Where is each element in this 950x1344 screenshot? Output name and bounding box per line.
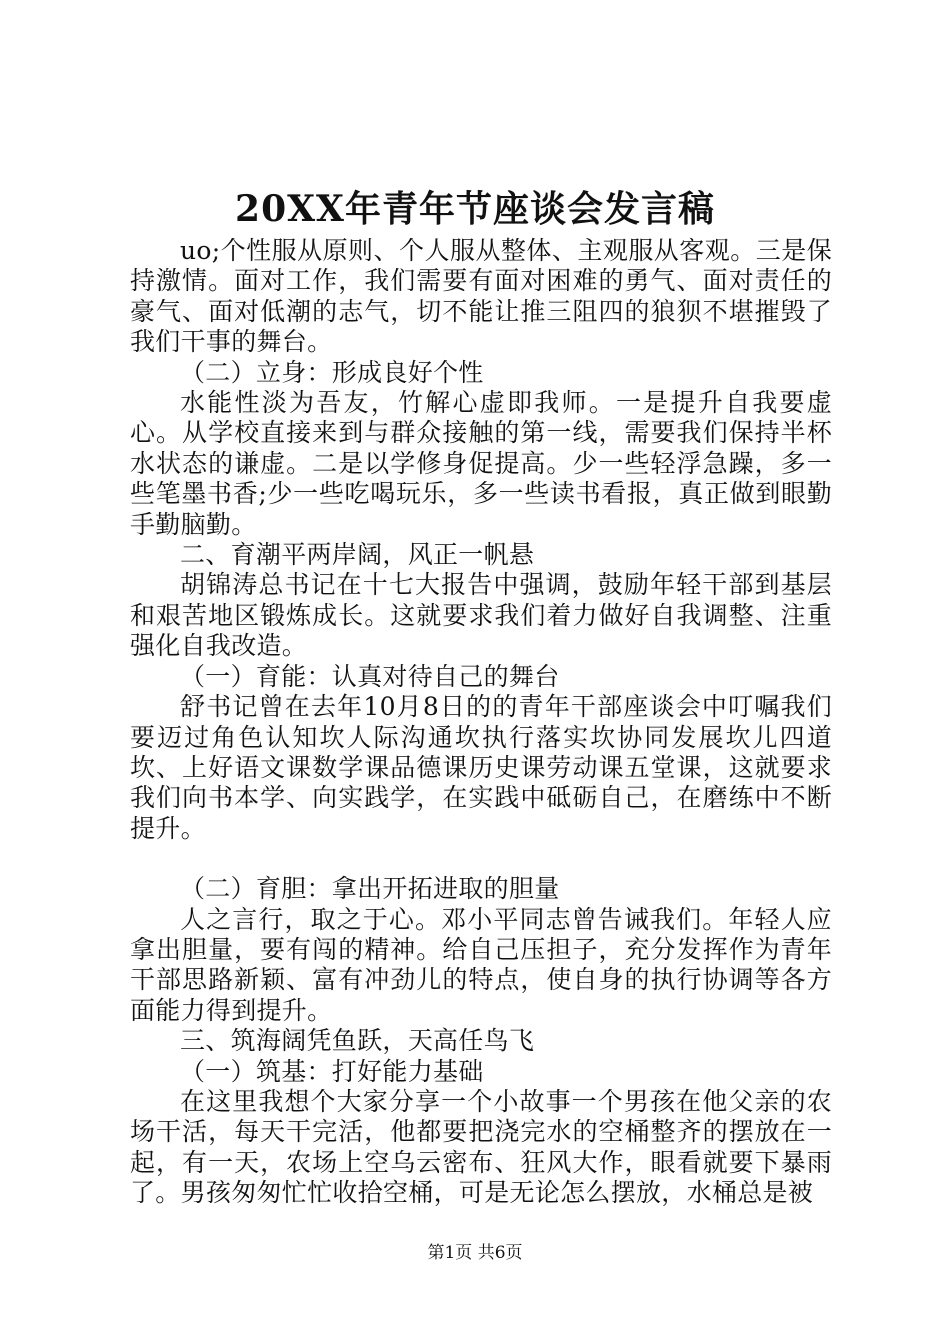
paragraph: 胡锦涛总书记在十七大报告中强调，鼓励年轻干部到基层和艰苦地区锻炼成长。这就要求我们着力做好自我调整、注重强化自我改造。 (130, 570, 832, 661)
paragraph: 水能性淡为吾友，竹解心虚即我师。一是提升自我要虚心。从学校直接来到与群众接触的第一线，需要我们保持半杯水状态的谦虚。二是以学修身促提高。少一些轻浮急躁，多一些笔墨书香;少一些吃喝玩乐，多一些读书看报，真正做到眼勤手勤脑勤。 (130, 388, 832, 539)
paragraph: 人之言行，取之于心。邓小平同志曾告诫我们。年轻人应拿出胆量，要有闯的精神。给自己压担子，充分发挥作为青年干部思路新颖、富有冲劲儿的特点，使自身的执行协调等各方面能力得到提升。 (130, 904, 832, 1025)
paragraph: uo;个性服从原则、个人服从整体、主观服从客观。三是保持激情。面对工作，我们需要有面对困难的勇气、面对责任的豪气、面对低潮的志气，切不能让推三阻四的狼狈不堪摧毁了我们干事的舞台。 (130, 236, 832, 357)
page-number-footer: 第1页 共6页 (427, 1243, 523, 1263)
document-title: 20XX年青年节座谈会发言稿 (235, 188, 715, 230)
section-heading: 二、育潮平两岸阔，风正一帆悬 (180, 540, 535, 570)
section-heading: （二）立身：形成良好个性 (180, 357, 484, 387)
paragraph: 舒书记曾在去年10月8日的的青年干部座谈会中叮嘱我们要迈过角色认知坎人际沟通坎执行落实坎协同发展坎儿四道坎、上好语文课数学课品德课历史课劳动课五堂课，这就要求我们向书本学、向实践学，在实践中砥砺自己，在磨练中不断提升。 (130, 692, 832, 843)
section-heading: （一）育能：认真对待自己的舞台 (180, 661, 560, 691)
section-heading: （一）筑基：打好能力基础 (180, 1056, 484, 1086)
paragraph: 在这里我想个大家分享一个小故事一个男孩在他父亲的农场干活，每天干完活，他都要把浇完水的空桶整齐的摆放在一起，有一天，农场上空乌云密布、狂风大作，眼看就要下暴雨了。男孩匆匆忙忙收拾空桶，可是无论怎么摆放，水桶总是被 (130, 1086, 832, 1208)
section-heading: （二）育胆：拿出开拓进取的胆量 (180, 874, 560, 904)
document-body (130, 236, 832, 1209)
section-heading: 三、筑海阔凭鱼跃，天高任鸟飞 (180, 1026, 535, 1056)
